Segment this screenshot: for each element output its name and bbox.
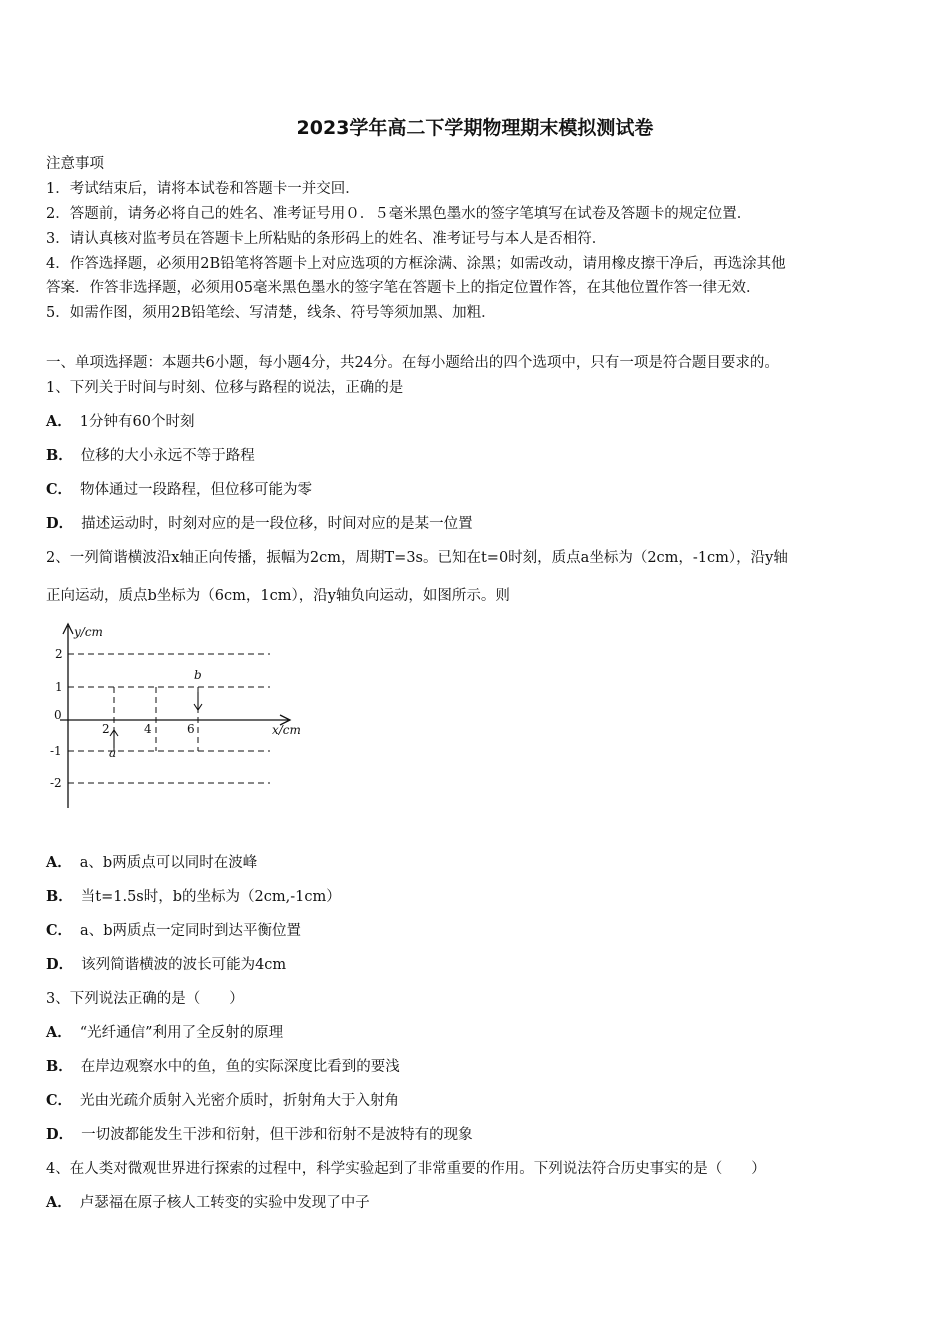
- x-axis-label: x/cm: [272, 723, 301, 737]
- option-c: [46, 919, 301, 940]
- notice-heading: 注意事项: [46, 156, 104, 172]
- option-b: [46, 444, 255, 465]
- x-tick-label: 6: [187, 722, 195, 736]
- option-text: 光由光疏介质射入光密介质时，折射角大于入射角: [80, 1093, 400, 1109]
- notice-item: 3．请认真核对监考员在答题卡上所粘贴的条形码上的姓名、准考证号与本人是否相符．: [46, 231, 607, 247]
- notice-item: 2．答题前，请务必将自己的姓名、准考证号用０．５毫米黑色墨水的签字笔填写在试卷及答题卡的规定位置．: [46, 206, 752, 222]
- option-text: “光纤通信”利用了全反射的原理: [79, 1025, 284, 1041]
- option-label: B．: [46, 447, 73, 464]
- option-d: [46, 953, 286, 974]
- option-label: D．: [46, 1126, 74, 1143]
- option-a: [46, 1191, 370, 1212]
- page-title: 2023学年高二下学期物理期末模拟测试卷: [296, 117, 654, 139]
- y-tick-label: 1: [55, 680, 63, 694]
- question-stem-continued: 正向运动，质点b坐标为（6cm，1cm），沿y轴负向运动，如图所示。则: [46, 588, 510, 604]
- origin-label: 0: [54, 708, 62, 722]
- x-tick-label: 2: [102, 722, 110, 736]
- x-tick-label: 4: [144, 722, 152, 736]
- option-label: A．: [46, 413, 72, 430]
- option-text: 在岸边观察水中的鱼，鱼的实际深度比看到的要浅: [80, 1059, 400, 1075]
- option-a: [46, 851, 257, 872]
- option-label: A．: [46, 854, 72, 871]
- question-stem: 4、在人类对微观世界进行探索的过程中，科学实验起到了非常重要的作用。下列说法符合历史事实的是（ ）: [46, 1161, 766, 1177]
- option-a: [46, 1021, 283, 1042]
- option-label: B．: [46, 1058, 73, 1075]
- option-label: C．: [46, 1092, 73, 1109]
- option-c: [46, 478, 312, 499]
- option-text: 物体通过一段路程，但位移可能为零: [80, 482, 313, 498]
- option-label: C．: [46, 481, 73, 498]
- option-a: [46, 410, 194, 431]
- option-label: A．: [46, 1194, 72, 1211]
- option-label: A．: [46, 1024, 72, 1041]
- option-text: 描述运动时，时刻对应的是一段位移，时间对应的是某一位置: [81, 516, 473, 532]
- option-label: D．: [46, 515, 74, 532]
- wave-graph: [50, 620, 320, 815]
- option-c: [46, 1089, 399, 1110]
- option-text: 位移的大小永远不等于路程: [80, 448, 255, 464]
- option-text: 该列简谐横波的波长可能为4cm: [81, 957, 287, 973]
- notice-item: 5．如需作图，须用2B铅笔绘、写清楚，线条、符号等须加黑、加粗．: [46, 305, 496, 321]
- option-label: C．: [46, 922, 73, 939]
- option-b: [46, 885, 341, 906]
- option-text: 一切波都能发生干涉和衍射，但干涉和衍射不是波特有的现象: [81, 1127, 473, 1143]
- y-tick-label: -1: [50, 744, 62, 758]
- option-d: [46, 1123, 473, 1144]
- notice-item: 4．作答选择题，必须用2B铅笔将答题卡上对应选项的方框涂满、涂黑；如需改动，请用橡皮擦干净后，再选涂其他: [46, 256, 786, 272]
- option-text: a、b两质点一定同时到达平衡位置: [80, 923, 301, 939]
- option-label: B．: [46, 888, 73, 905]
- question-stem: 3、下列说法正确的是（ ）: [46, 991, 244, 1007]
- section-heading: 一、单项选择题：本题共6小题，每小题4分，共24分。在每小题给出的四个选项中，只有一项是符合题目要求的。: [46, 355, 779, 371]
- notice-item: 1．考试结束后，请将本试卷和答题卡一并交回．: [46, 181, 360, 197]
- question-stem: 2、一列简谐横波沿x轴正向传播，振幅为2cm，周期T=3s。已知在t=0时刻，质点a坐标为（2cm，-1cm），沿y轴: [46, 550, 788, 566]
- y-tick-label: -2: [50, 776, 62, 790]
- notice-item: 答案．作答非选择题，必须用05毫米黑色墨水的签字笔在答题卡上的指定位置作答，在其他位置作答一律无效．: [46, 280, 761, 296]
- option-b: [46, 1055, 400, 1076]
- option-text: 卢瑟福在原子核人工转变的实验中发现了中子: [79, 1195, 370, 1211]
- y-tick-label: 2: [55, 647, 63, 661]
- point-a-label: a: [109, 746, 117, 760]
- question-stem: 1、下列关于时间与时刻、位移与路程的说法，正确的是: [46, 380, 404, 396]
- option-text: a、b两质点可以同时在波峰: [79, 855, 258, 871]
- point-b-label: b: [194, 668, 202, 682]
- option-text: 当t=1.5s时，b的坐标为（2cm,-1cm）: [80, 889, 341, 905]
- option-label: D．: [46, 956, 74, 973]
- option-d: [46, 512, 473, 533]
- y-axis-label: y/cm: [74, 625, 103, 639]
- option-text: 1分钟有60个时刻: [79, 414, 195, 430]
